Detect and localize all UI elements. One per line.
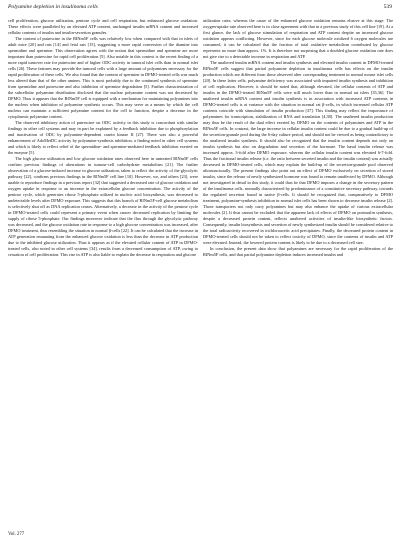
- paragraph: cell proliferation, glucose utilization, pentose cycle and cell respiration, but enhanced glucose oxidation. These effects were paralleled by an elevated ATP content, unchanged insulin mRNA content and increased cellular contents of insulin and insulin-secretion granules.: [8, 18, 198, 35]
- paragraph: The high glucose utilization and low glucose oxidation rates observed here in untreated RINm5F cells confirm previous findings of aberrations in tumour-cell carbohydrate metabolism [21]. The further observation of a glucose-induced increase in glucose utilization, taken to reflect the activity of the glycolytic pathway [22], confirms previous findings in the RINm5F cell line [10]. However, we, and others [23], were unable to reproduce findings in a previous report [32] that suggested a decreased rate of glucose oxidation and oxygen uptake in response to an increase in the extracellular glucose concentration. The activity of the pentose cycle, which generates ribose 5-phosphate utilized in nucleic acid biosynthesis, was decreased to undetectable levels after DFMO exposure. This suggests that this branch of RINm5F-cell glucose metabolism is selectively shut off as DNA replication ceases. Alternatively, a decrease in the activity of the pentose cycle in DFMO-treated cells could represent a primary event when cancer decreased replication by limiting the supply of ribose 5-phosphate. Our findings moreover indicate that the flux through the glycolytic pathway was decreased, and the glucose oxidation rate in response to a high glucose concentration was increased, after DFMO treatment, thus resembling the situation in normal β-cells [22]. It can be calculated that the increase in ATP generation emanating from the enhanced glucose oxidation is less than the decrease in ATP production due to the inhibited glucose utilization. Thus it appears as if the elevated cellular content of ATP in DFMO-treated cells, also noted in other cell systems [34], results from a decreased consumption of ATP, owing to cessation of cell proliferation. This rise in ATP is also liable to explain the decrease in respiration and glucose: [8, 156, 198, 257]
- running-title: Polyamine depletion in insulinoma cells: [8, 4, 98, 10]
- paragraph: utilization rates, whereas the cause of the enhanced glucose oxidation remains elusive at this stage. The oxygen-uptake rate observed here is in close agreement with that in a previous study of this cell line [19]. At a first glance, the lack of glucose stimulation of respiration and ATP content despite an increased glucose oxidation appears conflicting. However, since for each glucose molecule oxidized 6 oxygen molecules are consumed, it can be calculated that the fraction of total oxidative metabolism contributed by glucose represents no more than approx. 1%. It is therefore not surprising that a doubled glucose oxidation rate does not give rise to a detectable increase in respiration and ATP.: [203, 18, 393, 59]
- paragraph: The content of putrescine in the RINm5F cells was relatively low when compared with that in islets of adult mice [20] and rats [14] and fetal rats [15], suggesting a more rapid conversion of the diamine into spermidine and spermine. This observation agrees with the notion that spermidine and spermine are more important than putrescine for rapid cell proliferation [5]. Also notable in this context is the recent finding of a more rapid turnover rate for putrescine and of higher ODC activity in tumoral islet cells than in normal islet cells [26]. These features may provide the tumoral cells with a large amount of polyamines necessary for the rapid proliferation of these cells. We also found that the content of spermine in DFMO-treated cells was much less altered than that of the other amines. This is most probably due to the continued synthesis of spermine from spermidine and putrescine and also inhibition of spermine degradation [5]. Further characterization of the subcellular polyamine distribution disclosed that the nuclear polyamine content was not decreased by DFMO. Thus it appears that the RINm5F cell is equipped with a mechanism for maintaining polyamines into the nucleus when inhibition of polyamine synthesis occurs. This may serve as a means by which the cell nucleus can maintain a sufficient polyamine content for the cell to function, despite a decrease in the cytoplasmic polyamine content.: [8, 36, 198, 119]
- paragraph: The unaltered insulin mRNA content and insulin synthesis and elevated insulin content in DFMO-treated RINm5F cells suggest that partial polyamine depletion in insulinoma cells has effects on the insulin production which are different from those observed after corresponding treatment in normal mouse islet cells [20]. In these latter cells, polyamine deficiency was associated with impaired insulin synthesis and inhibition of cell replication. However, it should be noted that, although elevated, the cellular contents of ATP and insulin in the DFMO-treated RINm5F cells were still much lower than in normal rat islets [35,36]. The unaltered insulin mRNA content and insulin synthesis is in association with increased ATP contents in DFMO-treated cells is at variance with the situation in normal rat β-cells, in which increased cellular ATP contents coincide with stimulation of insulin production [37]. This finding may reflect the importance of polyamines for transcription, stabilization of RNA and translation [4,38]. The unaltered insulin production may thus be the result of the dual effect exerted by DFMO on the contents of polyamines and ATP in the RINm5F cells. In contrast, the large increase in cellular insulin content could be due to a gradual build-up of the secretion-granule pool during the 6-day culture period, and should not be viewed as being contradictory to the unaltered insulin synthesis. It should also be recognized that the insulin content depends not only on insulin synthesis but also on degradation and secretion of the hormone. The basal insulin release was increased approx. 3-fold after DFMO exposure, whereas the cellular insulin content was elevated 6-7-fold. Thus the fractional insulin release (i.e. the ratio between secreted insulin and the insulin content) was actually decreased in DFMO-treated cells, which may explain the build-up of the secretion-granule pool observed ultrastructurally. The present findings also point out an effect of DFMO exclusively on secretion of stored insulin, since the release of newly synthesized hormone was found to remain unaffected by DFMO. Although not investigated in detail in this study, it could thus be that DFMO imposes a change in the secretory pattern of the insulinoma cells, normally characterized by predominance of a constitutive secretory pathway, towards the regulated secretion found in native β-cells. It should be recognized that, comparatively to DFMO treatment, polyamine-synthesis inhibition in normal islet cells has been shown to decrease insulin release [2]. Those transporters not only carry polyamines but may also enhance the uptake of various extracellular molecules [2]. It thus cannot be excluded that the apparent lack of effects of DFMO on proinsulin synthesis, despite a decreased protein content, reflects unaltered activities of insulin-like biosynthetic factors. Consequently, insulin biosynthesis and secretion of newly synthesized insulin should be considered relative to the total radioactivity recovered in trichloroacetic acid precipitates. Finally, the decreased protein content in DFMO-treated cells should not be taken to reflect toxicity of DFMO, since the contents of insulin and ATP were elevated. Instead, the lowered protein content is likely to be due to a decreased cell size.: [203, 60, 393, 245]
- page-number: 539: [383, 4, 392, 10]
- paragraph: The observed inhibitory action of putrescine on ODC activity in this study is concordant with similar findings in other cell systems and may in part be explained by a feedback inhibition due to phosphorylation and inactivation of ODC by polyamine-dependent casein kinase II [27]. There was also a powerful enhancement of AdoMetDC activity by polyamine-synthesis inhibition, a finding noted in other cell systems and which is likely to reflect relief of the spermidine- and spermine-mediated feedback inhibition exerted on the enzyme [5].: [8, 120, 198, 155]
- left-column: [8, 18, 198, 528]
- running-header: [8, 4, 392, 14]
- volume-footer: Vol. 277: [8, 532, 25, 537]
- right-column: [203, 18, 393, 528]
- paragraph: In conclusion, the present data show that polyamines are necessary for the rapid proliferation of the RINm5F cells, and that partial polyamine depletion induces increased insulin and: [203, 246, 393, 257]
